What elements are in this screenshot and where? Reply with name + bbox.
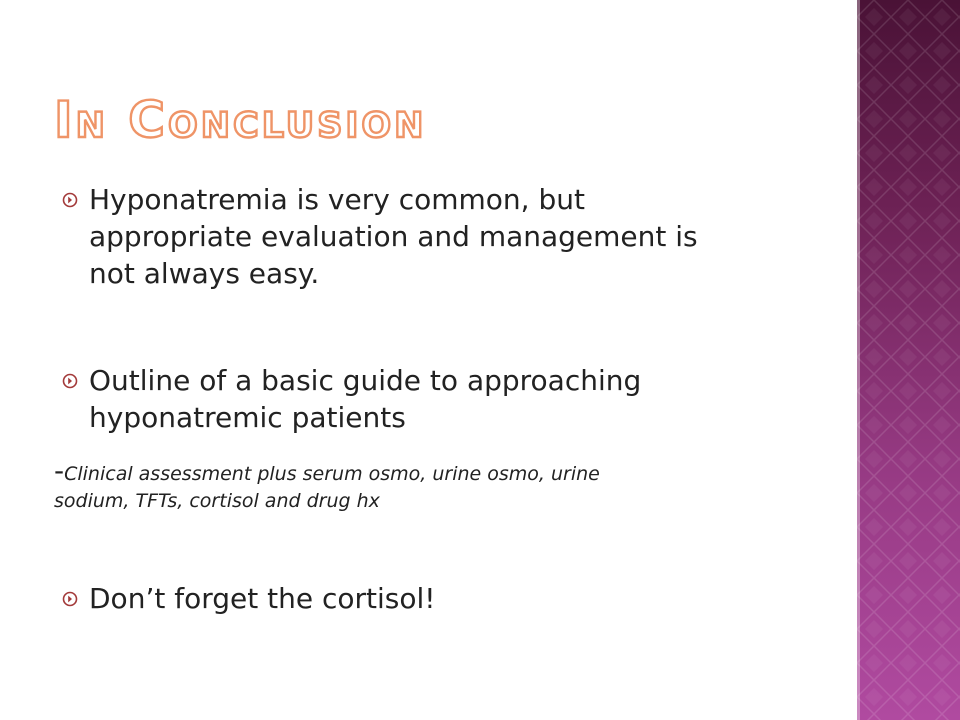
bullet-text: Don’t forget the cortisol! (89, 582, 436, 615)
diamond-pattern-icon (857, 0, 960, 720)
bullet-item (62, 181, 752, 292)
bullet-text: Outline of a basic guide to approaching hyponatremic patients (89, 364, 642, 434)
sub-note-line-1: Clinical assessment plus serum osmo, urine osmo, urine (64, 463, 600, 485)
circled-arrow-icon (62, 192, 78, 212)
decorative-side-band (857, 0, 960, 720)
circled-arrow-icon (62, 591, 78, 611)
bullet-item (62, 580, 752, 617)
side-band-edge (857, 0, 860, 720)
sub-note-line-2: sodium, TFTs, cortisol and drug hx (54, 490, 380, 512)
circled-arrow-icon (62, 373, 78, 393)
sub-note-dash: - (54, 454, 65, 487)
bullet-text: Hyponatremia is very common, but appropriate evaluation and management is not always easy. (89, 183, 698, 290)
slide-title: In Conclusion (54, 91, 427, 149)
sub-note (54, 452, 774, 515)
bullet-item (62, 362, 752, 436)
